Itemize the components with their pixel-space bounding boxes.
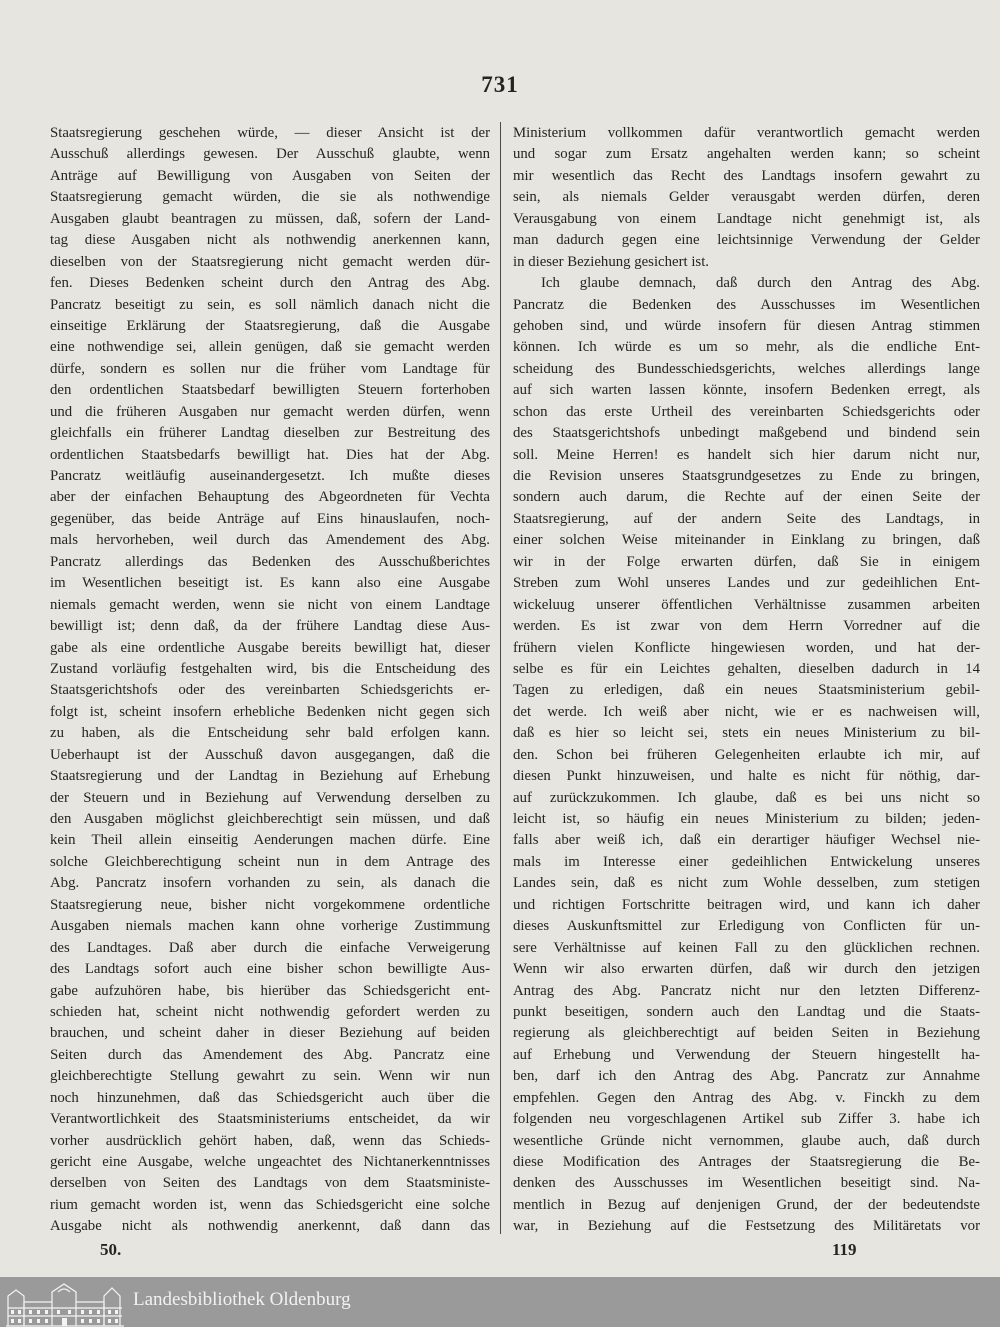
text-line: diese Modification des Antrages der Staatsregierung die Be- — [513, 1154, 980, 1170]
text-line: dürfe, sondern es sollen nur die früher vom Landtage für — [50, 360, 490, 377]
text-line: Ausschuß allerdings gewesen. Der Ausschuß glaubte, wenn — [50, 146, 490, 163]
text-line: sere Verhältnisse auf keinen Fall zu den glücklichen rechnen. — [513, 939, 980, 956]
library-name: Landesbibliothek Oldenburg — [133, 1289, 351, 1310]
text-line: Anträge auf Bewilligung von Ausgaben von Seiten der — [50, 167, 490, 184]
text-line: Seiten durch das Amendement des Abg. Pancratz eine — [50, 1046, 490, 1063]
text-line: einseitige Erklärung der Staatsregierung, daß die Ausgabe — [50, 317, 490, 334]
text-line: eine nothwendige sei, allein genügen, daß sie gemacht werden — [50, 339, 490, 356]
text-line: Pancratz beseitigt zu sein, es soll nämlich danach nicht die — [50, 296, 490, 313]
text-line: Wenn wir also erwarten dürfen, daß wir durch den jetzigen — [513, 961, 980, 978]
text-line: Ministerium vollkommen dafür verantwortlich gemacht werden — [513, 125, 980, 141]
library-building-logo-icon — [6, 1282, 124, 1327]
text-line: den. Schon bei früheren Gelegenheiten erlaubte ich mir, auf — [513, 746, 980, 763]
left-column — [50, 123, 490, 1238]
page-number: 731 — [481, 72, 519, 97]
text-line: wesentliche Gründe nicht vernommen, glaube auch, daß durch — [513, 1132, 980, 1149]
text-line: kein Theil allein einseitig Aenderungen machen dürfe. Eine — [50, 832, 490, 849]
text-line: Ausgaben niemals machen kann ohne vorherige Zustimmung — [50, 918, 490, 935]
text-line: soll. Meine Herren! es handelt sich hier darum nicht nur, — [513, 446, 980, 463]
text-line: daß es hier so leicht sei, stets ein neues Ministerium zu bil- — [513, 725, 980, 742]
text-line: in dieser Beziehung gesichert ist. — [513, 253, 710, 270]
text-line: mals im Interesse einer gedeihlichen Entwickelung unseres — [513, 853, 980, 870]
text-line: Staatsregierung neue, bisher nicht vorgekommene ordentliche — [50, 896, 490, 913]
text-line: man dadurch gegen eine leichtsinnige Verwendung der Gelder — [513, 232, 980, 249]
text-line: Ausgaben glaubt beantragen zu müssen, daß, sofern der Land- — [50, 210, 490, 227]
text-line: die Revision unseres Staatsgrundgesetzes zu Ende zu bringen, — [513, 468, 980, 484]
text-line: des Landtags sofort auch eine bisher schon bewilligte Aus- — [50, 961, 490, 978]
text-line: mentlich in Bezug auf denjenigen Grund, der der bedeutendste — [513, 1196, 980, 1213]
text-line: wir in der Folge erwarten dürfen, daß Sie in einigem — [513, 553, 980, 570]
text-line: der Steuern und in Beziehung auf Verwendung derselben zu — [50, 789, 490, 806]
text-line: und die früheren Ausgaben nur gemacht werden dürfen, wenn — [50, 403, 490, 420]
text-line: leicht ist, so häufig ein neues Ministerium zu bilden; jeden- — [513, 811, 980, 827]
text-line: Ich glaube demnach, daß durch den Antrag des Abg. — [541, 275, 980, 292]
text-line: folgt ist, scheint insofern erhebliche Bedenken nicht gegen sich — [50, 703, 490, 720]
text-line: frühern vielen Konflicte hingewiesen worden, und hat der- — [513, 639, 980, 656]
text-line: mals hervorheben, weil durch das Amendement des Abg. — [50, 532, 490, 549]
text-line: Verausgabung von einem Landtage nicht genehmigt ist, als — [513, 210, 980, 227]
text-line: derselben von Seiten des Landtags von dem Staatsministe- — [50, 1175, 490, 1192]
text-line: ben, darf ich den Antrag des Abg. Pancratz zur Annahme — [513, 1068, 980, 1085]
text-line: tag diese Ausgaben nicht als nothwendig anerkennen kann, — [50, 232, 490, 249]
text-line: Pancratz allerdings das Bedenken des Ausschußberichtes — [50, 553, 490, 570]
text-line: des Landtages. Daß aber durch die einfache Verweigerung — [50, 939, 490, 956]
text-line: Staatsregierung geschehen würde, — dieser Ansicht ist der — [50, 125, 490, 141]
text-line: noch hinzunehmen, daß das Schiedsgericht auch über die — [50, 1089, 490, 1106]
signature-mark-left: 50. — [100, 1240, 122, 1259]
text-line: aber der einfachen Behauptung des Abgeordneten für Vechta — [50, 489, 490, 506]
text-line: dieselben von der Staatsregierung nicht gemacht werden dür- — [50, 253, 490, 270]
text-line: denken des Ausschusses im Wesentlichen beseitigt sind. Na- — [513, 1175, 980, 1192]
text-line: den ordentlichen Staatsbedarf bewilligten Steuern forterhoben — [50, 382, 490, 399]
text-line: Pancratz die Bedenken des Ausschusses im Wesentlichen — [513, 296, 980, 313]
text-line: scheidung des Bundesschiedsgerichts, welches allerdings lange — [513, 360, 980, 377]
text-line: Verantwortlichkeit des Staatsministeriums entscheidet, da wir — [50, 1111, 490, 1128]
text-line: Tagen zu erledigen, daß ein neues Staatsministerium gebil- — [513, 682, 980, 699]
text-line: falls aber weiß ich, daß ein derartiger häufiger Wechsel nie- — [513, 832, 980, 849]
text-line: brauchen, und scheint daher in dieser Beziehung auf beiden — [50, 1025, 490, 1042]
text-line: Ueberhaupt ist der Ausschuß davon ausgegangen, daß die — [50, 746, 490, 763]
text-line: gericht eine Ausgabe, welche ungeachtet des Nichtanerkenntnisses — [50, 1154, 490, 1170]
text-line: diesen Punkt hinzuweisen, und halte es nicht für nöthig, dar- — [513, 768, 980, 785]
text-line: mir wesentlich das Recht des Landtags insofern gewahrt zu — [513, 167, 980, 184]
text-line: des Staatsgerichtshofs unbedingt maßgebend und bindend sein — [513, 425, 980, 442]
text-line: gleichfalls ein früherer Landtag dieselben zur Bestreitung des — [50, 425, 490, 442]
text-line: gegenüber, das beide Anträge auf Eins hinauslaufen, noch- — [50, 510, 490, 527]
text-line: Streben zum Wohl unseres Landes und zur gedeihlichen Ent- — [513, 575, 980, 592]
right-column — [513, 123, 980, 1238]
text-line: gabe aufzuhören habe, bis hierüber das Schiedsgericht ent- — [50, 982, 490, 999]
text-line: bewilligt ist; denn daß, da der frühere Landtag diese Aus- — [50, 618, 490, 635]
text-line: auf Erhebung und Verwendung der Steuern hingestellt ha- — [513, 1046, 980, 1063]
text-line: Ausgabe nicht als nothwendig anerkennt, daß dann das — [50, 1218, 490, 1235]
text-line: sondern auch darum, die Rechte auf der einen Seite der — [513, 489, 980, 506]
text-line: Antrag des Abg. Pancratz nicht nur den letzten Differenz- — [513, 982, 980, 999]
text-line: im Wesentlichen beseitigt ist. Es kann also eine Ausgabe — [50, 575, 490, 592]
text-line: selbe es für ein Leichtes gehalten, dieselben dadurch in 14 — [513, 660, 980, 677]
text-line: solche Gleichberechtigung scheint nun in dem Antrage des — [50, 853, 490, 870]
text-line: Zustand vorläufig festgehalten wird, bis die Entscheidung des — [50, 660, 490, 677]
text-line: dieses Auskunftsmittel zur Erledigung von Conflicten für un- — [513, 918, 980, 935]
text-line: regierung als gleichberechtigt auf beiden Seiten in Beziehung — [513, 1025, 980, 1042]
text-line: schieden hat, scheint nicht nothwendig gefordert werden zu — [50, 1003, 490, 1020]
text-line: einer solchen Weise miteinander in Einklang zu bringen, daß — [513, 532, 980, 549]
text-line: det werde. Ich weiß aber nicht, wie er es nachweisen will, — [513, 703, 980, 720]
text-line: punkt beseitigen, sondern auch den Landtag und die Staats- — [513, 1003, 980, 1020]
text-line: Staatsregierung und der Landtag in Beziehung auf Erhebung — [50, 768, 490, 785]
text-line: und sogar zum Ersatz angehalten werden kann; so scheint — [513, 146, 980, 163]
text-line: folgenden neu vorgeschlagenen Artikel sub Ziffer 3. habe ich — [513, 1111, 980, 1128]
text-line: Pancratz weitläufig auseinandergesetzt. Ich mußte dieses — [50, 468, 490, 484]
text-line: fen. Dieses Bedenken scheint durch den Antrag des Abg. — [50, 275, 490, 292]
text-line: niemals gemacht werden, wenn sie nicht von einem Landtage — [50, 596, 490, 613]
text-line: werden. Es ist zwar von dem Herrn Vorredner auf die — [513, 618, 980, 635]
text-line: Staatsregierung gemacht würden, die sie als nothwendige — [50, 189, 490, 206]
text-line: schon das erste Urtheil des vereinbarten Schiedsgerichts oder — [513, 403, 980, 420]
text-line: können. Ich würde es um so mehr, als die endliche Ent- — [513, 339, 980, 356]
text-line: rium gemacht worden ist, wenn das Schiedsgericht eine solche — [50, 1196, 490, 1213]
text-line: Abg. Pancratz insofern vorhanden zu sein, als danach die — [50, 875, 490, 892]
text-line: gabe als eine ordentliche Ausgabe bereits bewilligt hat, dieser — [50, 639, 490, 656]
text-line: war, in Beziehung auf die Festsetzung des Militäretats vor — [513, 1218, 980, 1235]
signature-mark-right: 119 — [832, 1240, 857, 1259]
text-line: wickeluug unserer öffentlichen Verhältnisse zusammen arbeiten — [513, 596, 980, 613]
text-line: und richtigen Fortschritte beitragen wird, und kann ich daher — [513, 896, 980, 913]
text-line: Staatsgerichtshofs oder des vereinbarten Schiedsgerichts er- — [50, 682, 490, 699]
column-divider — [500, 122, 501, 1234]
library-footer-banner — [0, 1277, 1000, 1327]
text-line: Landes sein, daß es nicht zum Wohle desselben, zum stetigen — [513, 875, 980, 892]
text-line: Staatsregierung, auf der andern Seite des Landtags, in — [513, 510, 980, 527]
text-line: vorher ausdrücklich gehört haben, daß, wenn das Schieds- — [50, 1132, 490, 1149]
text-line: auf sich warten lassen könnte, insofern Bedenken erregt, als — [513, 382, 980, 399]
text-line: gleichberechtigte Stellung gewahrt zu sein. Wenn wir nun — [50, 1068, 490, 1085]
text-line: sein, als niemals Gelder verausgabt werden dürfen, deren — [513, 189, 980, 206]
text-line: gehoben sind, und würde insofern für diesen Antrag stimmen — [513, 317, 980, 334]
text-line: ordentlichen Staatsbedarfs bewilligt hat. Dies hat der Abg. — [50, 446, 490, 463]
text-line: empfehlen. Gegen den Antrag des Abg. v. Finckh zu dem — [513, 1089, 980, 1106]
text-line: zu haben, als die Entscheidung sehr bald erfolgen kann. — [50, 725, 490, 742]
text-line: den Ausgaben möglichst gleichberechtigt sein müssen, und daß — [50, 811, 490, 827]
text-line: auf zurückzukommen. Ich glaube, daß es bei uns nicht so — [513, 789, 980, 806]
